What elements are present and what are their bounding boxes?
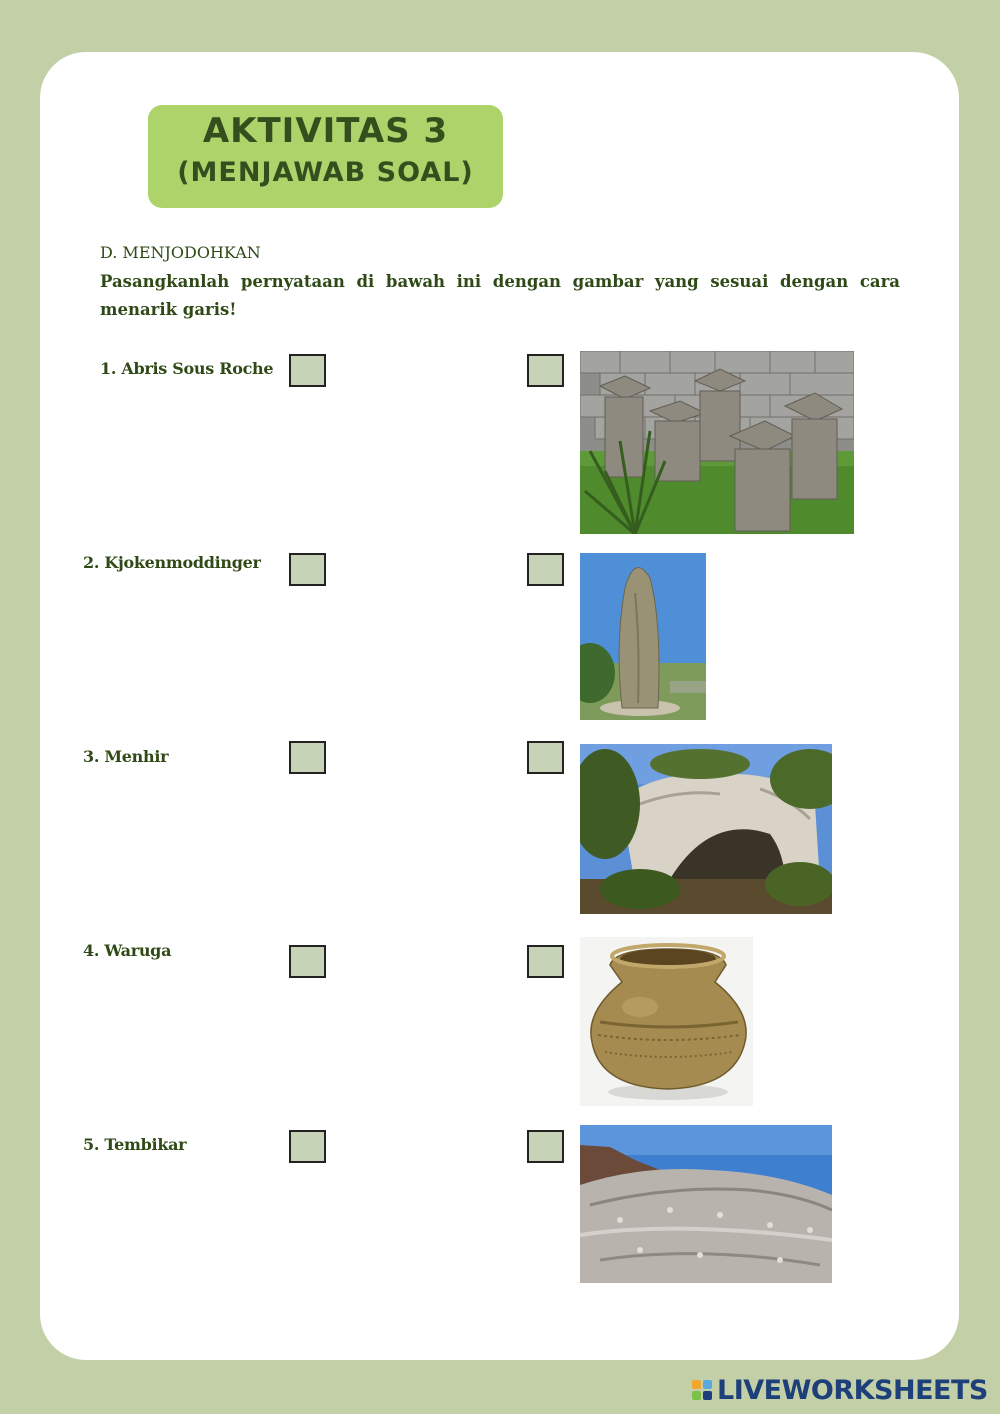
right-match-box-5[interactable] <box>527 1130 564 1163</box>
brand-name: LIVEWORKSHEETS <box>717 1374 988 1406</box>
left-match-box-5[interactable] <box>289 1130 326 1163</box>
item-label-4: 4. Waruga <box>83 941 172 960</box>
clay-pottery-jar-picture <box>580 937 753 1106</box>
right-match-box-3[interactable] <box>527 741 564 774</box>
activity-subtitle: (MENJAWAB SOAL) <box>177 157 474 188</box>
item-label-1: 1. Abris Sous Roche <box>100 359 274 378</box>
activity-title: AKTIVITAS 3 <box>202 111 449 151</box>
menhir-standing-stone-picture <box>580 553 706 720</box>
left-match-box-4[interactable] <box>289 945 326 978</box>
liveworksheets-logo-icon <box>692 1380 712 1400</box>
item-label-2: 2. Kjokenmoddinger <box>83 553 261 572</box>
liveworksheets-logo <box>692 1376 988 1404</box>
waruga-stone-tombs-picture <box>580 351 854 534</box>
item-label-3: 3. Menhir <box>83 747 169 766</box>
activity-title-box <box>148 105 503 208</box>
right-match-box-4[interactable] <box>527 945 564 978</box>
instruction-text: Pasangkanlah pernyataan di bawah ini dengan gambar yang sesuai dengan cara menarik garis! <box>100 272 900 319</box>
shell-mound-picture <box>580 1125 832 1283</box>
right-match-box-1[interactable] <box>527 354 564 387</box>
section-heading: D. MENJODOHKAN <box>100 243 261 262</box>
right-match-box-2[interactable] <box>527 553 564 586</box>
item-label-5: 5. Tembikar <box>83 1135 187 1154</box>
left-match-box-1[interactable] <box>289 354 326 387</box>
left-match-box-2[interactable] <box>289 553 326 586</box>
rock-shelter-cave-picture <box>580 744 832 914</box>
left-match-box-3[interactable] <box>289 741 326 774</box>
